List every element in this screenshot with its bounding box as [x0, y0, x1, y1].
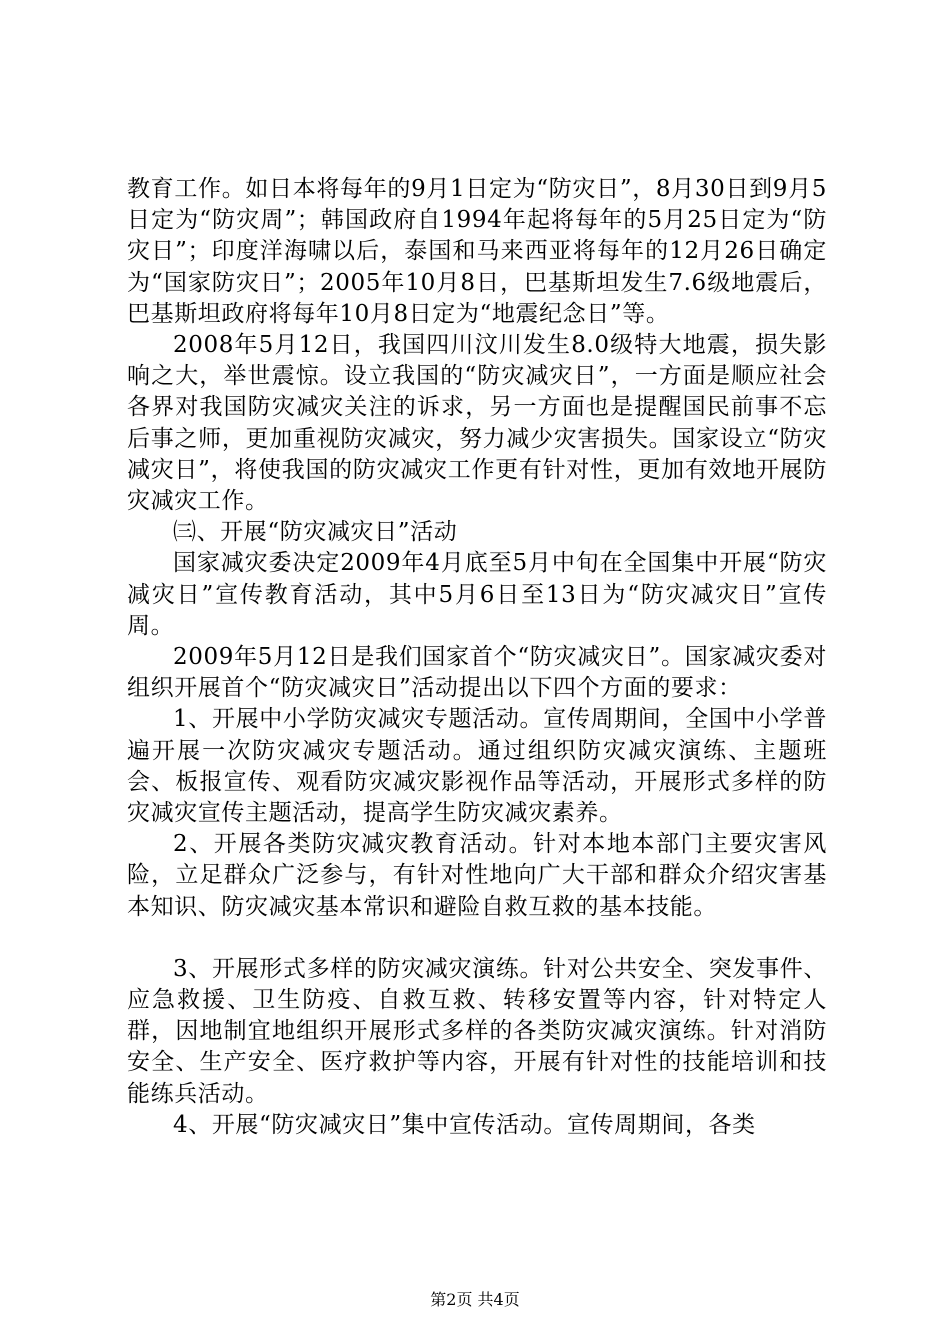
list-item-4: 4、开展“防灾减灾日”集中宣传活动。宣传周期间，各类	[173, 1111, 756, 1138]
document-body	[127, 174, 827, 1141]
blank-line	[127, 923, 827, 954]
paragraph-1: 教育工作。如日本将每年的9月1日定为“防灾日”，8月30日到9月5日定为“防灾周”；韩国政府自1994年起将每年的5月25日定为“防灾日”；印度洋海啸以后，泰国和马来西亚将每年的12月26日确定为“国家防灾日”；2005年10月8日，巴基斯坦发生7.6级地震后，巴基斯坦政府将每年10月8日定为“地震纪念日”等。	[127, 176, 827, 327]
list-item-1: 1、开展中小学防灾减灾专题活动。宣传周期间，全国中小学普遍开展一次防灾减灾专题活动。通过组织防灾减灾演练、主题班会、板报宣传、观看防灾减灾影视作品等活动，开展形式多样的防灾减灾宣传主题活动，提高学生防灾减灾素养。	[127, 706, 827, 827]
page-footer: 第2页 共4页	[430, 1290, 520, 1309]
list-item-2: 2、开展各类防灾减灾教育活动。针对本地本部门主要灾害风险，立足群众广泛参与，有针对性地向广大干部和群众介绍灾害基本知识、防灾减灾基本常识和避险自救互救的基本技能。	[127, 831, 827, 920]
paragraph-4: 2009年5月12日是我们国家首个“防灾减灾日”。国家减灾委对组织开展首个“防灾减灾日”活动提出以下四个方面的要求：	[127, 644, 827, 702]
list-item-3: 3、开展形式多样的防灾减灾演练。针对公共安全、突发事件、应急救援、卫生防疫、自救互救、转移安置等内容，针对特定人群，因地制宜地组织开展形式多样的各类防灾减灾演练。针对消防安全、生产安全、医疗救护等内容，开展有针对性的技能培训和技能练兵活动。	[127, 955, 827, 1107]
section-heading: ㈢、开展“防灾减灾日”活动	[173, 519, 458, 546]
paragraph-2: 2008年5月12日，我国四川汶川发生8.0级特大地震，损失影响之大，举世震惊。设立我国的“防灾减灾日”，一方面是顺应社会各界对我国防灾减灾关注的诉求，另一方面也是提醒国民前事不忘后事之师，更加重视防灾减灾，努力减少灾害损失。国家设立“防灾减灾日”，将使我国的防灾减灾工作更有针对性，更加有效地开展防灾减灾工作。	[127, 332, 827, 515]
paragraph-3: 国家减灾委决定2009年4月底至5月中旬在全国集中开展“防灾减灾日”宣传教育活动，其中5月6日至13日为“防灾减灾日”宣传周。	[127, 550, 827, 639]
